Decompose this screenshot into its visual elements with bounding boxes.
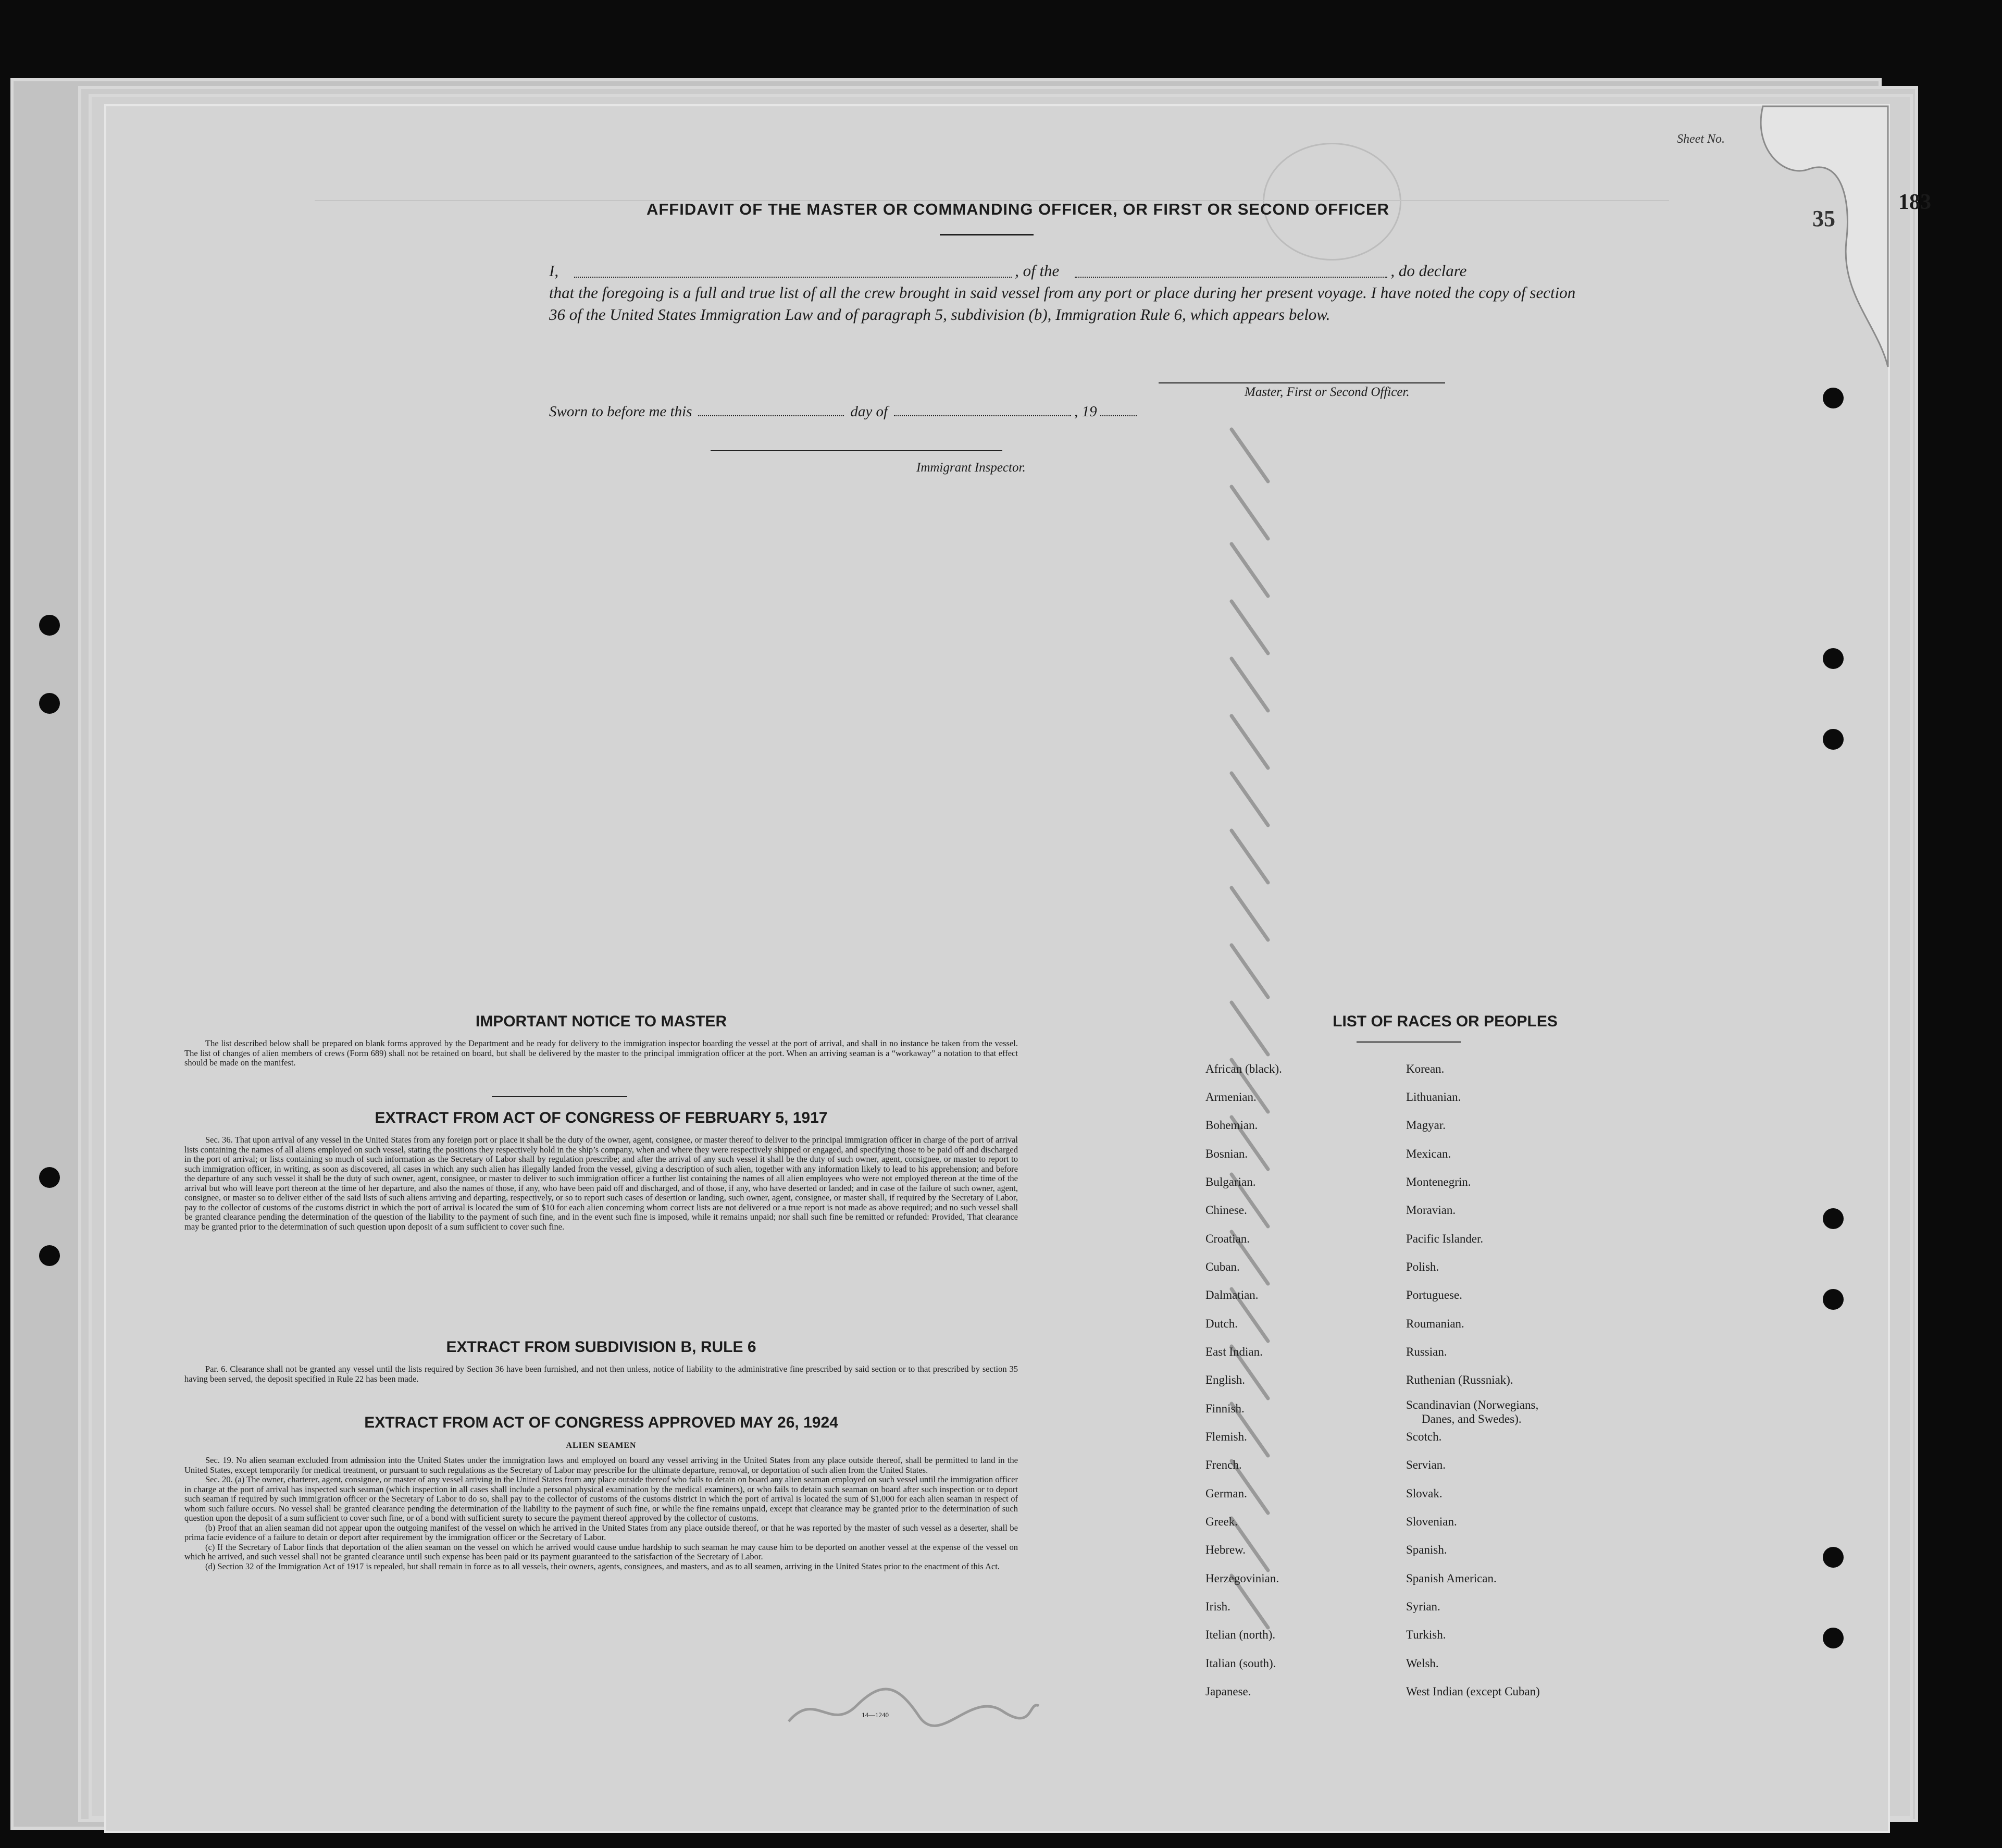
race-item: Spanish. (1406, 1543, 1447, 1556)
affidavit-text (549, 260, 1581, 326)
page-number: 183 (1898, 190, 1931, 214)
faint-handwriting (784, 1669, 1044, 1742)
race-item: Russian. (1406, 1345, 1447, 1358)
day-blank-line (698, 415, 844, 416)
corner-number: 35 (1812, 206, 1835, 231)
sworn-end: , 19 (1074, 403, 1097, 420)
race-item: Pacific Islander. (1406, 1232, 1484, 1245)
race-item: Hebrew. (1205, 1543, 1246, 1556)
race-item: Servian. (1406, 1458, 1446, 1471)
affidavit-of-the: , of the (1015, 262, 1060, 280)
race-item: Dutch. (1205, 1317, 1238, 1330)
form-page (104, 104, 1931, 1833)
bleed-through-text (315, 169, 1669, 201)
punch-hole (39, 693, 60, 714)
extract-1924-title: EXTRACT FROM ACT OF CONGRESS APPROVED MAY 26, 1924 (364, 1414, 838, 1431)
race-item: Portuguese. (1406, 1288, 1462, 1301)
race-item: German. (1205, 1487, 1247, 1500)
torn-corner (1721, 106, 1888, 445)
race-item: Bulgarian. (1205, 1175, 1256, 1188)
sec-20c-paragraph: (c) If the Secretary of Labor finds that deportation of the alien seaman on the vessel on which he arrived would cause undue hardship to such seaman he may cause him to be deported on another vessel at the expense of the vessel on which he arrived, and such vessel shall not be granted clearance until such expense has been paid or its payment guaranteed to the satisfaction of the Secretary of Labor. (184, 1542, 1018, 1561)
sworn-line (549, 403, 1137, 420)
ditto-marks (1221, 408, 1346, 1711)
race-item: French. (1205, 1458, 1242, 1471)
race-item: Polish. (1406, 1260, 1439, 1273)
notice-paragraph: The list described below shall be prepared on blank forms approved by the Department and be ready for delivery to the immigration inspector boarding the vessel at the port of arrival, and shall in no instance be taken from the vessel. The list of changes of alien members of crews (Form 689) shall not be retained on board, but shall be delivered by the master to the principal immigration officer at the port. When an arriving seaman is a “workaway” a notation to that effect should be made on the manifest. (184, 1038, 1018, 1068)
notice-title: IMPORTANT NOTICE TO MASTER (475, 1013, 727, 1030)
extract-1917-paragraph: Sec. 36. That upon arrival of any vessel in the United States from any foreign port or place it shall be the duty of the owner, agent, consignee, or master thereof to deliver to the principal immigration officer in charge of the port of arrival lists containing the names of all aliens employed on such vessel, stating the positions they respectively hold in the ship’s company, when and where they were respectively shipped or engaged, and specifying those to be paid off and discharged in the port of arrival; or lists containing so much of such information as the Secretary of Labor shall by regulation prescribe; and after the arrival of any such vessel it shall be the duty of such owner, agent, consignee, or master to report to such immigration officer, in writing, as soon as discovered, all cases in which any such alien has illegally landed from the vessel, giving a description of such alien, together with any information likely to lead to his apprehension; and before the departure of any such vessel it shall be the duty of such owner, agent, consignee, or master to deliver to such immigration officer a further list containing the names of all alien employees who were not employed thereon at the time of the arrival but who will leave port thereon at the time of her departure, and also the names of those, if any, who have been paid off and discharged, and of those, if any, who have deserted or landed; and in case of the failure of such owner, agent, consignee, or master so to deliver either of the said lists of such aliens arriving and departing, respectively, or so to report such cases of desertion or landing, such owner, agent, consignee, or master shall, if required by the Secretary of Labor, pay to the collector of customs of the customs district in which the port of arrival is located the sum of $10 for each alien concerning whom correct lists are not delivered or a true report is not made as above required; and no such vessel shall be granted clearance pending the determination of the question of the liability to the payment of such fine, and in the event such fine is imposed, while it remains unpaid; nor shall such fine be remitted or refunded: Provided, That clearance may be granted prior to the determination of such question upon deposit of a sum sufficient to cover such fine. (184, 1135, 1018, 1232)
race-item: Itelian (north). (1205, 1628, 1276, 1641)
affidavit-declare: , do declare (1390, 262, 1467, 280)
race-item: Finnish. (1205, 1402, 1245, 1415)
races-title: LIST OF RACES OR PEOPLES (1333, 1013, 1558, 1030)
race-item: Scandinavian (Norwegians, (1406, 1398, 1539, 1411)
extract-1917-title: EXTRACT FROM ACT OF CONGRESS OF FEBRUARY 5, 1917 (375, 1109, 828, 1126)
inspector-label: Immigrant Inspector. (916, 461, 1026, 475)
vessel-blank-line (1075, 277, 1387, 278)
race-item: Dalmatian. (1205, 1288, 1259, 1301)
subdivision-b-title: EXTRACT FROM SUBDIVISION B, RULE 6 (446, 1338, 756, 1356)
punch-hole (1823, 1547, 1844, 1568)
race-item: Turkish. (1406, 1628, 1446, 1641)
sec-20b-paragraph: (b) Proof that an alien seaman did not appear upon the outgoing manifest of the vessel on which he arrived in the United States from any place outside thereof, or that he was reported by the master of such vessel as a deserter, shall be prima facie evidence of a failure to detain or deport after requirement by the immigration officer or the Secretary of Labor. (184, 1522, 1018, 1542)
race-item: Scotch. (1406, 1430, 1442, 1443)
subdivision-b-paragraph: Par. 6. Clearance shall not be granted any vessel until the lists required by Section 36 have been furnished, and not then unless, notice of liability to the administrative fine prescribed by said section or to that prescribed by section 35 having been served, the deposit specified in Rule 22 has been made. (184, 1364, 1018, 1384)
race-item: African (black). (1205, 1062, 1282, 1075)
race-item: Italian (south). (1205, 1657, 1276, 1670)
race-item: Korean. (1406, 1062, 1445, 1075)
sec-20a-paragraph: Sec. 20. (a) The owner, charterer, agent, consignee, or master of any vessel arriving in the United States from any place outside thereof who fails to detain on board any alien seaman employed on such vessel until the immigration officer in charge at the port of arrival has inspected such seaman (which inspection in all cases shall include a personal physical examination by the medical examiners), or who fails to detain such seaman on board after such inspection or to deport such seaman if required by such immigration officer or the Secretary of Labor to do so, shall pay to the collector of customs of the customs district in which the port of arrival is located the sum of $1,000 for each alien seaman in respect of whom such failure occurs. No vessel shall be granted clearance pending the determination of the liability to the payment of such fine, or while the fine remains unpaid, except that clearance may be granted prior to the determination of such question upon the deposit of a sum sufficient to cover such fine, or of a bond with sufficient surety to secure the payment thereof approved by the collector of customs. (184, 1474, 1018, 1523)
race-item: Herzegovinian. (1205, 1572, 1279, 1585)
punch-hole (39, 615, 60, 636)
race-item: Slovenian. (1406, 1515, 1457, 1528)
race-item: East Indian. (1205, 1345, 1263, 1358)
notice-text (184, 1039, 1018, 1068)
affidavit-title: AFFIDAVIT OF THE MASTER OR COMMANDING OFFICER, OR FIRST OR SECOND OFFICER (646, 200, 1390, 218)
race-item: Bosnian. (1205, 1147, 1248, 1160)
month-blank-line (894, 415, 1071, 416)
race-item: Ruthenian (Russniak). (1406, 1373, 1513, 1386)
race-item: Irish. (1205, 1600, 1230, 1613)
race-item: Welsh. (1406, 1657, 1439, 1670)
race-item-continued: Danes, and Swedes). (1422, 1412, 1522, 1425)
extract-1924-text (184, 1456, 1018, 1571)
race-item: West Indian (except Cuban) (1406, 1685, 1540, 1698)
sec-19-paragraph: Sec. 19. No alien seaman excluded from admission into the United States under the immigration laws and employed on board any vessel arriving in the United States from any place outside thereof, shall be permitted to land in the United States, except temporarily for medical treatment, or pursuant to such regulations as the Secretary of Labor may prescribe for the ultimate departure, removal, or deportation of such alien from the United States. (184, 1455, 1018, 1475)
race-item: Chinese. (1205, 1204, 1247, 1217)
form-number: 14—1240 (862, 1711, 889, 1719)
race-item: Flemish. (1205, 1430, 1247, 1443)
title-underline (940, 234, 1034, 235)
race-item: Cuban. (1205, 1260, 1240, 1273)
race-item: Greek. (1205, 1515, 1238, 1528)
race-item: Spanish American. (1406, 1572, 1497, 1585)
extract-1924-subtitle: ALIEN SEAMEN (566, 1441, 637, 1450)
extract-1917-text (184, 1135, 1018, 1232)
punch-hole (39, 1167, 60, 1188)
race-item: Montenegrin. (1406, 1175, 1471, 1188)
race-item: Syrian. (1406, 1600, 1440, 1613)
race-item: Slovak. (1406, 1487, 1443, 1500)
inspector-signature-line (711, 450, 1002, 451)
race-item: English. (1205, 1373, 1246, 1386)
races-title-underline (1357, 1041, 1461, 1043)
sec-20d-paragraph: (d) Section 32 of the Immigration Act of 1917 is repealed, but shall remain in force as to all vessels, their owners, agents, consignees, and masters, and as to all seamen, arriving in the United States prior to the enactment of this Act. (205, 1561, 1000, 1571)
punch-hole (1823, 1289, 1844, 1310)
subdivision-b-text (184, 1365, 1018, 1384)
year-blank-line (1100, 415, 1137, 416)
punch-hole (1823, 729, 1844, 750)
race-item: Mexican. (1406, 1147, 1451, 1160)
punch-hole (1823, 1628, 1844, 1648)
corner-note: Sheet No. (1677, 132, 1725, 146)
race-item: Bohemian. (1205, 1119, 1258, 1132)
punch-hole (1823, 648, 1844, 669)
race-item: Croatian. (1205, 1232, 1250, 1245)
punch-hole (1823, 388, 1844, 408)
master-label: Master, First or Second Officer. (1245, 385, 1410, 399)
race-item: Armenian. (1205, 1090, 1257, 1103)
affidavit-body: that the foregoing is a full and true list of all the crew brought in said vessel from any port or place during her present voyage. I have noted the copy of section 36 of the United States Immigration Law and of paragraph 5, subdivision (b), Immigration Rule 6, which appears below. (549, 283, 1576, 324)
punch-hole (39, 1245, 60, 1266)
master-signature-line (1159, 382, 1445, 383)
race-item: Japanese. (1205, 1685, 1251, 1698)
race-item: Moravian. (1406, 1204, 1456, 1217)
punch-hole (1823, 1208, 1844, 1229)
divider (492, 1096, 627, 1097)
name-blank-line (574, 277, 1012, 278)
sworn-mid: day of (850, 403, 888, 420)
race-item: Lithuanian. (1406, 1090, 1461, 1103)
race-item: Roumanian. (1406, 1317, 1464, 1330)
race-item: Magyar. (1406, 1119, 1446, 1132)
sworn-start: Sworn to before me this (549, 403, 692, 420)
affidavit-i: I, (549, 262, 559, 280)
